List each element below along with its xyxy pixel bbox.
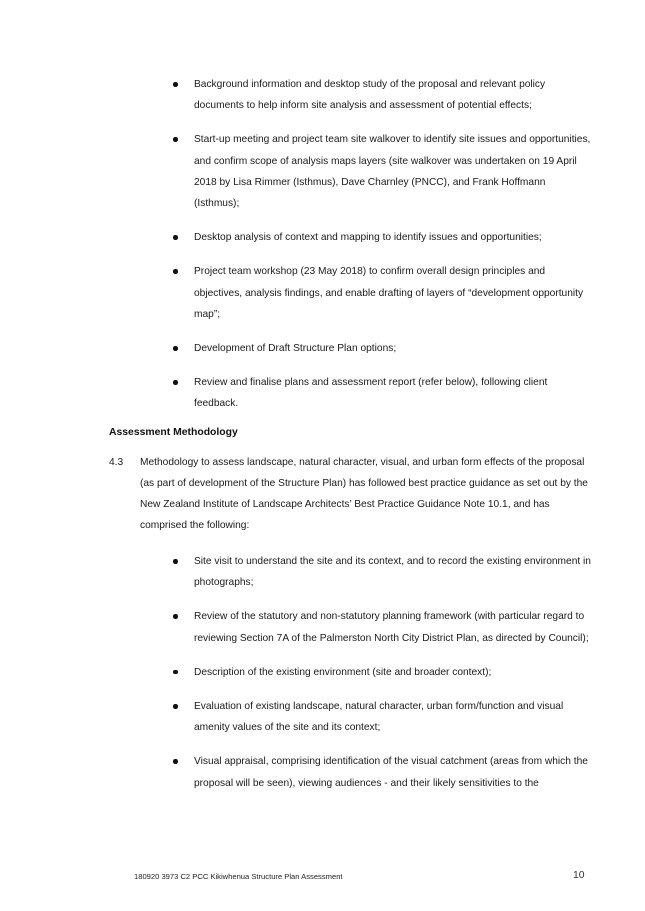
numbered-paragraph: [109, 453, 599, 537]
bullet-icon: [173, 759, 178, 764]
list-item-text: Start-up meeting and project team site walkover to identify site issues and opportunities, and confirm scope of analysis maps layers (site walkover was undertaken on 19 April 2018 by Lisa Rimmer (Isthmus), Dave Charnley (PNCC), and Frank Hoffmann (Isthmus);: [194, 134, 591, 210]
list-item-text: Evaluation of existing landscape, natural character, urban form/function and visual amenity values of the site and its context;: [194, 701, 564, 734]
assessment-steps-list: [173, 551, 593, 807]
bullet-icon: [173, 670, 178, 675]
list-item: [173, 261, 593, 325]
list-item: [173, 551, 593, 593]
section-heading: Assessment Methodology: [109, 427, 238, 438]
list-item-text: Project team workshop (23 May 2018) to confirm overall design principles and objectives, analysis findings, and enable drafting of layers of “development opportunity map”;: [194, 266, 584, 320]
bullet-icon: [173, 137, 178, 142]
list-item: [173, 372, 593, 414]
list-item: [173, 751, 593, 793]
list-item: [173, 338, 593, 359]
list-item: [173, 696, 593, 738]
list-item: [173, 227, 593, 248]
bullet-icon: [173, 614, 178, 619]
bullet-icon: [173, 235, 178, 240]
bullet-icon: [173, 559, 178, 564]
list-item: [173, 662, 593, 683]
bullet-icon: [173, 346, 178, 351]
bullet-icon: [173, 380, 178, 385]
methodology-steps-list: [173, 74, 593, 428]
list-item-text: Development of Draft Structure Plan options;: [194, 343, 397, 355]
footer-document-ref: 180920 3973 C2 PCC Kikiwhenua Structure Plan Assessment: [134, 872, 343, 881]
bullet-icon: [173, 82, 178, 87]
bullet-icon: [173, 704, 178, 709]
list-item: [173, 129, 593, 214]
paragraph-text: Methodology to assess landscape, natural character, visual, and urban form effects of the proposal (as part of development of the Structure Plan) has followed best practice guidance as set out by the New Zealand Institute of Landscape Architects’ Best Practice Guidance Note 10.1, and has comprised the following:: [140, 457, 588, 531]
page-number: 10: [573, 870, 585, 881]
list-item-text: Review of the statutory and non-statutory planning framework (with particular regard to reviewing Section 7A of the Palmerston North City District Plan, as directed by Council);: [194, 611, 589, 644]
bullet-icon: [173, 269, 178, 274]
list-item-text: Description of the existing environment (site and broader context);: [194, 666, 492, 678]
list-item-text: Background information and desktop study of the proposal and relevant policy documents to help inform site analysis and assessment of potential effects;: [194, 79, 546, 112]
list-item-text: Desktop analysis of context and mapping to identify issues and opportunities;: [194, 232, 542, 244]
list-item: [173, 606, 593, 648]
list-item-text: Visual appraisal, comprising identification of the visual catchment (areas from which the proposal will be seen), viewing audiences - and their likely sensitivities to the: [194, 756, 588, 789]
list-item-text: Site visit to understand the site and its context, and to record the existing environment in photographs;: [194, 556, 591, 589]
list-item-text: Review and finalise plans and assessment report (refer below), following client feedback.: [194, 377, 548, 410]
paragraph-number: 4.3: [109, 457, 124, 468]
list-item: [173, 74, 593, 116]
